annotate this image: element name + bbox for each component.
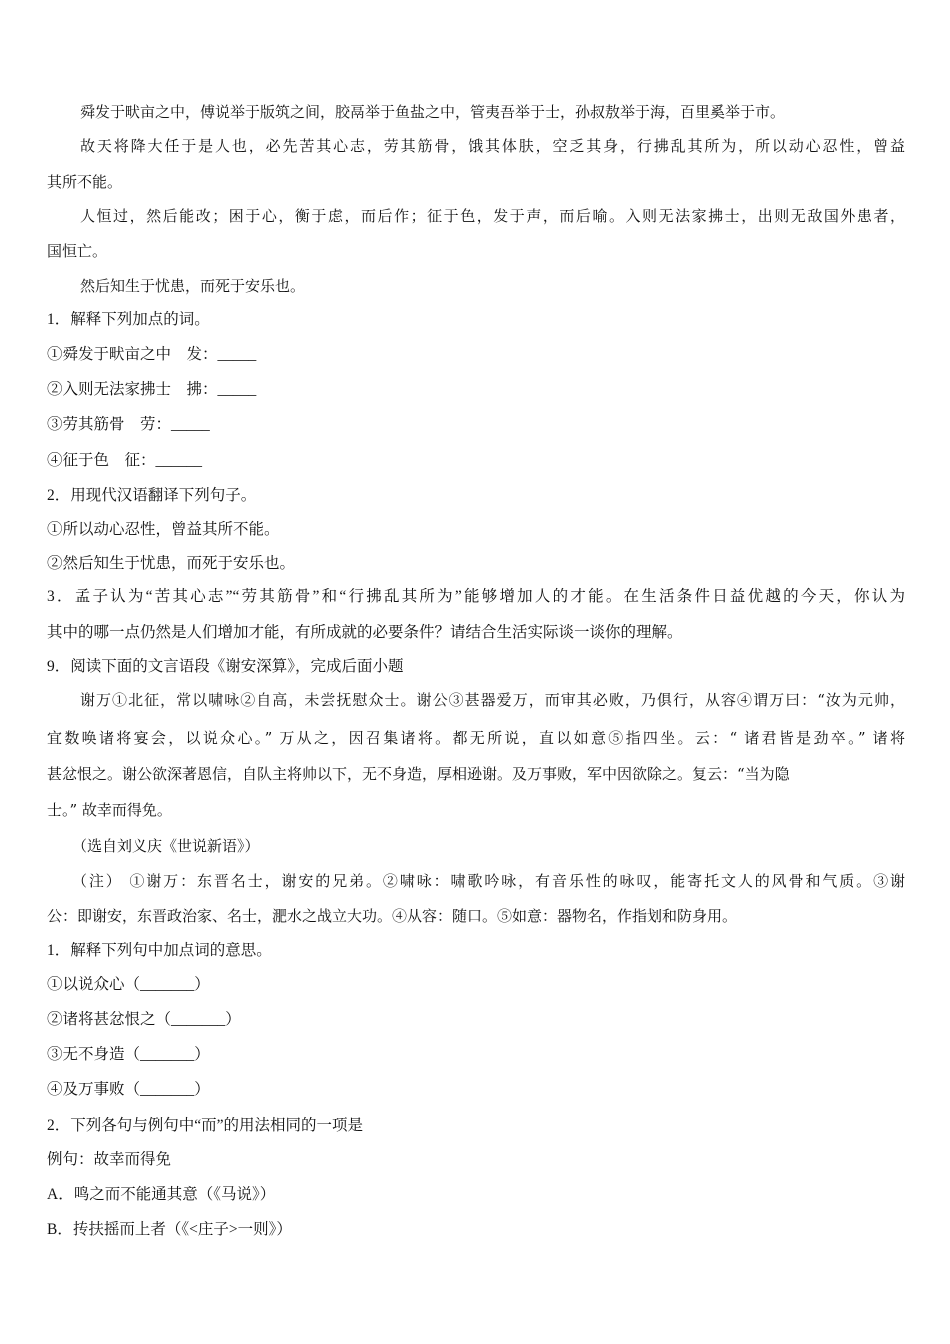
question-item: ①舜发于畎亩之中 发：_____	[47, 346, 257, 363]
question-heading: 1．解释下列加点的词。	[47, 311, 210, 328]
source-citation: （选自刘义庆《世说新语》）	[72, 837, 260, 855]
annotation-line: 公：即谢安，东晋政治家、名士，淝水之战立大功。④从容：随口。⑤如意：器物名，作指划和防身用。	[47, 907, 738, 925]
passage-line: 其所不能。	[47, 173, 123, 191]
question-heading: 1．解释下列句中加点词的意思。	[47, 942, 272, 959]
passage-line: 国恒亡。	[47, 242, 108, 260]
passage-line: 甚忿恨之。谢公欲深著恩信，自队主将帅以下，无不身造，厚相逊谢。及万事败，军中因欲除之。复云：“当为隐	[47, 765, 790, 783]
question-item: ④征于色 征：______	[47, 452, 203, 469]
passage-line: 谢万①北征，常以啸咏②自高，未尝抚慰众士。谢公③甚器爱万，而审其必败，乃俱行，从容④谓万曰：“汝为元帅，	[80, 691, 905, 709]
question-item: ②然后知生于忧患，而死于安乐也。	[47, 555, 296, 572]
question-item: ③无不身造（_______）	[47, 1046, 210, 1063]
passage-line: 然后知生于忧患，而死于安乐也。	[80, 277, 306, 295]
question-item: ①所以动心忍性，曾益其所不能。	[47, 521, 280, 538]
passage-line: 宜数唤诸将宴会，以说众心。” 万从之，因召集诸将。都无所说，直以如意⑤指四坐。云：“ 诸君皆是劲卒。” 诸将	[47, 729, 905, 747]
question-heading: 其中的哪一点仍然是人们增加才能，有所成就的必要条件？请结合生活实际谈一谈你的理解。	[47, 624, 683, 641]
question-item: ④及万事败（_______）	[47, 1081, 210, 1098]
passage-line: 故天将降大任于是人也，必先苦其心志，劳其筋骨，饿其体肤，空乏其身，行拂乱其所为，所以动心忍性，曾益	[80, 137, 905, 155]
section-heading: 9．阅读下面的文言语段《谢安深算》，完成后面小题	[47, 658, 404, 675]
question-heading: 2．用现代汉语翻译下列句子。	[47, 487, 257, 504]
option-a: A．鸣之而不能通其意（《马说》）	[47, 1186, 276, 1203]
annotation-line: （注） ①谢万：东晋名士，谢安的兄弟。②啸咏：啸歌吟咏，有音乐性的咏叹，能寄托文人的风骨和气质。③谢	[72, 872, 905, 890]
passage-line: 人恒过，然后能改；困于心，衡于虑，而后作；征于色，发于声，而后喻。入则无法家拂士，出则无敌国外患者，	[80, 207, 905, 225]
question-item: ③劳其筋骨 劳：_____	[47, 416, 210, 433]
example-sentence: 例句：故幸而得免	[47, 1151, 172, 1168]
question-item: ①以说众心（_______）	[47, 976, 210, 993]
option-b: B．抟扶摇而上者（《<庄子>一则》）	[47, 1221, 292, 1238]
question-heading: 2．下列各句与例句中“而”的用法相同的一项是	[47, 1117, 364, 1134]
passage-line: 舜发于畎亩之中，傅说举于版筑之间，胶鬲举于鱼盐之中，管夷吾举于士，孙叔敖举于海，百里奚举于市。	[80, 103, 786, 121]
question-heading: 3．孟子认为“苦其心志”“劳其筋骨”和“行拂乱其所为”能够增加人的才能。在生活条件日益优越的今天，你认为	[47, 588, 905, 605]
passage-line: 士。” 故幸而得免。	[47, 801, 172, 819]
question-item: ②入则无法家拂士 拂：_____	[47, 381, 257, 398]
question-item: ②诸将甚忿恨之（_______）	[47, 1011, 241, 1028]
